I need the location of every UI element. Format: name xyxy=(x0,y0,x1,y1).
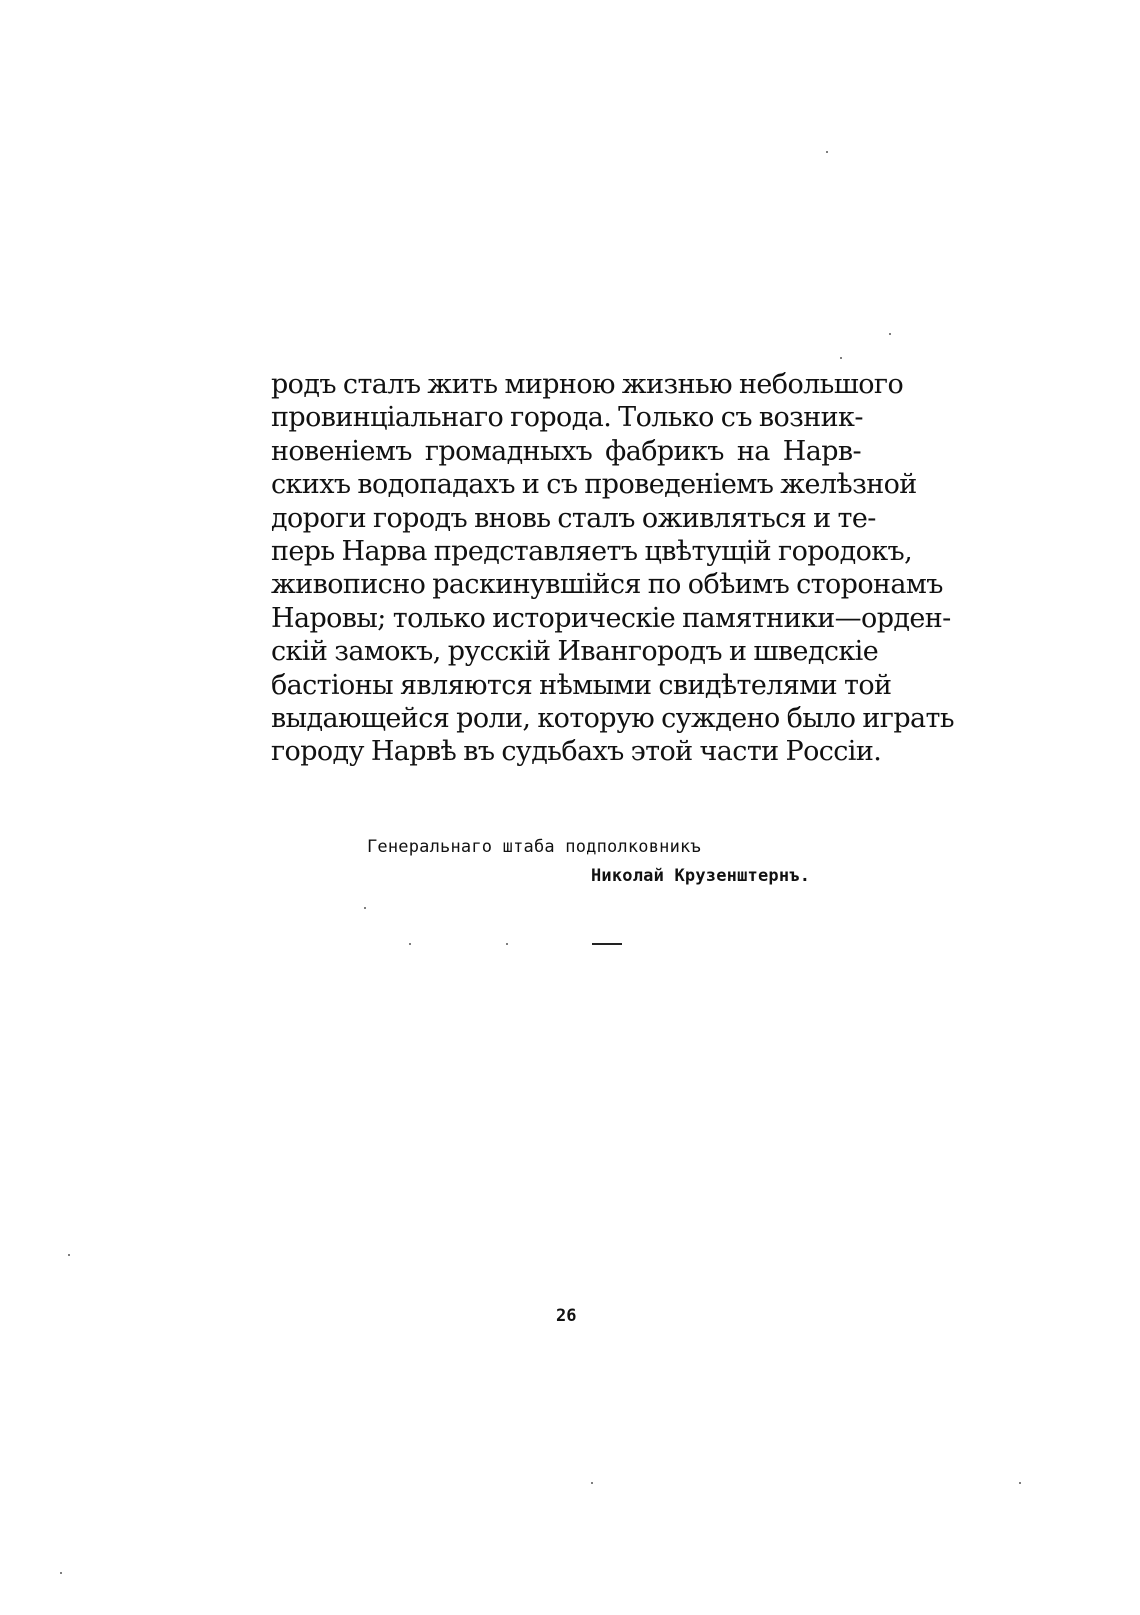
page-number: 26 xyxy=(556,1306,577,1326)
body-paragraph xyxy=(271,368,954,769)
scan-speck xyxy=(60,1572,62,1574)
text-line: новеніемъ громадныхъ фабрикъ на Нарв- xyxy=(271,435,861,467)
signature-rank: Генеральнаго штаба подполковникъ xyxy=(367,837,701,857)
text-line: провинціальнаго города. Только съ возник- xyxy=(271,402,863,434)
text-line: городу Нарвѣ въ судьбахъ этой части Россіи. xyxy=(271,736,882,768)
scan-speck xyxy=(409,943,411,945)
scan-speck xyxy=(826,151,828,153)
text-line: перь Нарва представляетъ цвѣтущій городокъ, xyxy=(271,535,913,567)
text-line: бастіоны являются нѣмыми свидѣтелями той xyxy=(271,669,892,701)
scan-speck xyxy=(68,1254,70,1256)
text-line: выдающейся роли, которую суждено было играть xyxy=(271,702,954,734)
scan-speck xyxy=(840,357,842,359)
text-line: Наровы; только историческіе памятники—орден- xyxy=(271,602,951,634)
text-line: скихъ водопадахъ и съ проведеніемъ желѣзной xyxy=(271,469,917,501)
scan-speck xyxy=(1019,1482,1021,1484)
text-line: живописно раскинувшійся по обѣимъ сторонамъ xyxy=(271,569,943,601)
text-line: родъ сталъ жить мирною жизнью небольшого xyxy=(271,369,904,400)
text-line: скій замокъ, русскій Ивангородъ и шведскіе xyxy=(271,636,879,668)
signature-name: Николай Крузенштернъ. xyxy=(591,866,811,886)
scan-speck xyxy=(506,943,508,945)
text-line: дороги городъ вновь сталъ оживляться и те- xyxy=(271,502,876,534)
scan-speck xyxy=(591,1482,593,1484)
scan-speck xyxy=(889,333,891,335)
closing-rule xyxy=(592,943,622,945)
scan-speck xyxy=(364,907,366,909)
